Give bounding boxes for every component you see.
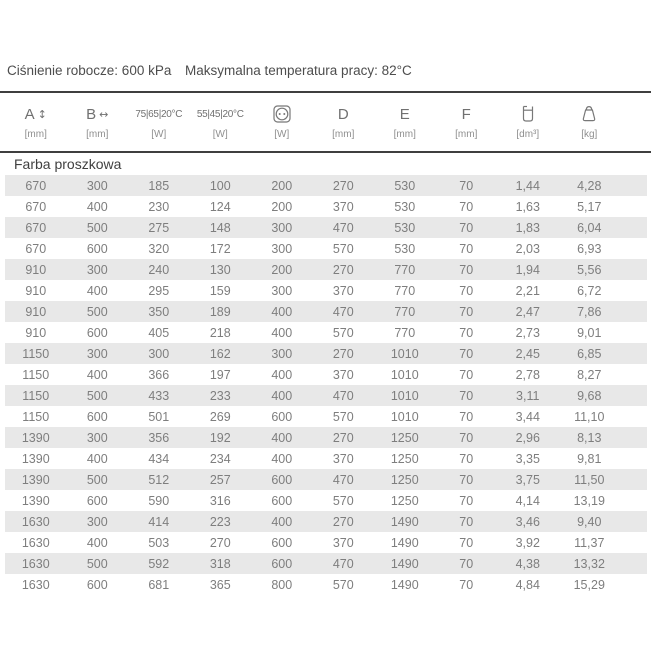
table-cell: 365	[209, 577, 231, 592]
table-cell: 11,50	[574, 472, 605, 487]
table-cell: 9,68	[577, 388, 602, 403]
column-label: 55|45|20°C	[196, 108, 244, 120]
table-cell: 200	[271, 178, 293, 193]
table-cell: 370	[332, 535, 354, 550]
table-cell: 910	[25, 262, 47, 277]
table-row	[5, 217, 647, 238]
table-cell: 356	[148, 430, 170, 445]
table-cell: 1630	[21, 514, 50, 529]
table-cell: 2,78	[515, 367, 540, 382]
table-cell: 400	[271, 304, 293, 319]
table-row	[5, 574, 647, 595]
table-cell: 3,35	[515, 451, 540, 466]
table-cell: 400	[271, 388, 293, 403]
table-cell: 270	[209, 535, 231, 550]
table-cell: 1150	[22, 388, 50, 403]
table-row	[5, 196, 647, 217]
table-cell: 1250	[390, 493, 419, 508]
table-cell: 70	[459, 514, 474, 529]
table-cell: 230	[148, 199, 170, 214]
table-cell: 370	[332, 283, 354, 298]
table-cell: 600	[271, 472, 293, 487]
table-cell: 13,32	[573, 556, 605, 571]
column-icon-wrap	[578, 100, 600, 128]
table-cell: 300	[86, 346, 108, 361]
table-cell: 1390	[21, 493, 50, 508]
table-cell: 4,84	[515, 577, 540, 592]
column-unit: [mm]	[86, 129, 109, 140]
table-cell: 3,11	[516, 388, 540, 403]
table-cell: 1010	[390, 409, 419, 424]
table-row	[5, 511, 647, 532]
table-cell: 257	[209, 472, 231, 487]
table-cell: 70	[459, 325, 474, 340]
table-cell: 414	[148, 514, 170, 529]
table-cell: 500	[86, 556, 108, 571]
info-bar	[0, 61, 654, 81]
table-cell: 1150	[22, 346, 50, 361]
table-cell: 1490	[390, 535, 419, 550]
table-cell: 405	[148, 325, 170, 340]
table-cell: 1390	[21, 472, 50, 487]
table-cell: 590	[148, 493, 170, 508]
table-cell: 3,75	[515, 472, 540, 487]
table-cell: 70	[459, 367, 474, 382]
table-cell: 910	[25, 304, 47, 319]
table-cell: 13,19	[573, 493, 605, 508]
table-cell: 4,28	[577, 178, 602, 193]
column-label-wrap	[25, 100, 47, 128]
table-cell: 600	[86, 409, 108, 424]
table-cell: 670	[25, 241, 47, 256]
table-cell: 200	[271, 199, 293, 214]
table-cell: 1390	[21, 430, 50, 445]
table-cell: 70	[459, 178, 474, 193]
table-cell: 570	[332, 409, 354, 424]
table-cell: 70	[459, 493, 474, 508]
table-cell: 400	[86, 451, 108, 466]
table-cell: 70	[459, 388, 474, 403]
table-row	[5, 427, 647, 448]
table-cell: 6,72	[577, 283, 602, 298]
table-cell: 4,38	[515, 556, 540, 571]
table-cell: 70	[459, 241, 474, 256]
table-cell: 70	[459, 430, 474, 445]
table-row	[5, 301, 647, 322]
table-cell: 189	[209, 304, 231, 319]
column-label: A	[24, 105, 35, 123]
table-cell: 300	[148, 346, 170, 361]
table-cell: 400	[271, 430, 293, 445]
table-cell: 8,13	[577, 430, 602, 445]
table-cell: 500	[86, 388, 108, 403]
table-cell: 366	[148, 367, 170, 382]
table-cell: 197	[209, 367, 231, 382]
table-cell: 300	[271, 220, 293, 235]
table-cell: 11,37	[574, 535, 605, 550]
column-header-electric-power	[251, 100, 313, 148]
table-cell: 370	[332, 199, 354, 214]
table-cell: 681	[148, 577, 170, 592]
column-label-wrap	[400, 100, 410, 128]
column-label-wrap	[86, 100, 108, 128]
table-cell: 130	[209, 262, 231, 277]
table-cell: 670	[25, 178, 47, 193]
table-cell: 600	[86, 241, 108, 256]
table-cell: 1,44	[515, 178, 540, 193]
table-cell: 2,96	[515, 430, 540, 445]
table-cell: 1010	[390, 367, 419, 382]
table-row	[5, 385, 647, 406]
table-row	[5, 175, 647, 196]
table-cell: 800	[271, 577, 293, 592]
table-cell: 1390	[21, 451, 50, 466]
table-cell: 1010	[390, 346, 419, 361]
table-cell: 159	[209, 283, 231, 298]
table-cell: 270	[332, 430, 354, 445]
column-unit: [W]	[151, 129, 167, 140]
table-cell: 433	[148, 388, 170, 403]
table-cell: 350	[148, 304, 170, 319]
table-cell: 470	[332, 472, 354, 487]
table-cell: 2,03	[515, 241, 540, 256]
table-cell: 300	[271, 241, 293, 256]
section-row	[0, 153, 654, 175]
table-cell: 2,73	[515, 325, 540, 340]
table-cell: 500	[86, 304, 108, 319]
column-icon-wrap	[271, 100, 293, 128]
table-cell: 400	[86, 535, 108, 550]
table-cell: 600	[86, 325, 108, 340]
table-cell: 3,92	[515, 535, 540, 550]
table-cell: 233	[209, 388, 231, 403]
table-cell: 910	[25, 283, 47, 298]
table-cell: 218	[209, 325, 231, 340]
table-cell: 512	[148, 472, 170, 487]
table-cell: 1250	[390, 430, 419, 445]
table-cell: 316	[209, 493, 231, 508]
column-unit: [mm]	[393, 129, 416, 140]
table-cell: 295	[148, 283, 170, 298]
table-cell: 370	[332, 451, 354, 466]
table-cell: 11,10	[574, 409, 605, 424]
water-volume-icon	[518, 103, 538, 125]
table-cell: 600	[271, 535, 293, 550]
table-cell: 223	[209, 514, 231, 529]
table-row	[5, 448, 647, 469]
table-cell: 6,04	[577, 220, 602, 235]
table-cell: 70	[459, 283, 474, 298]
table-cell: 70	[459, 472, 474, 487]
table-cell: 600	[86, 493, 108, 508]
table-cell: 300	[271, 283, 293, 298]
table-cell: 600	[271, 493, 293, 508]
column-header-dim-e	[374, 100, 436, 148]
table-cell: 70	[459, 220, 474, 235]
table-cell: 1010	[390, 388, 419, 403]
table-row	[5, 490, 647, 511]
table-cell: 3,46	[515, 514, 540, 529]
table-cell: 192	[209, 430, 231, 445]
table-row	[5, 406, 647, 427]
table-cell: 470	[332, 304, 354, 319]
table-cell: 1,63	[515, 199, 540, 214]
column-label: D	[337, 105, 349, 123]
divider-top	[0, 91, 651, 93]
column-header-height-a	[5, 100, 67, 148]
table-cell: 670	[25, 199, 47, 214]
table-row	[5, 343, 647, 364]
table-cell: 9,01	[577, 325, 602, 340]
table-cell: 1490	[390, 556, 419, 571]
table-cell: 100	[209, 178, 231, 193]
column-header-weight	[559, 100, 621, 148]
table-cell: 1630	[21, 535, 50, 550]
table-cell: 2,45	[515, 346, 540, 361]
table-cell: 70	[459, 304, 474, 319]
table-cell: 300	[86, 178, 108, 193]
table-cell: 770	[394, 262, 416, 277]
table-header	[5, 100, 647, 148]
table-cell: 1630	[21, 577, 50, 592]
table-cell: 148	[209, 220, 231, 235]
table-row	[5, 469, 647, 490]
table-cell: 70	[459, 577, 474, 592]
table-cell: 592	[148, 556, 170, 571]
table-cell: 770	[394, 283, 416, 298]
table-cell: 8,27	[577, 367, 602, 382]
table-cell: 300	[271, 346, 293, 361]
column-label: F	[461, 105, 471, 123]
table-cell: 600	[86, 577, 108, 592]
table-cell: 370	[332, 367, 354, 382]
column-label-wrap	[462, 100, 471, 128]
table-cell: 1150	[22, 367, 50, 382]
table-row	[5, 238, 647, 259]
table-cell: 234	[209, 451, 231, 466]
table-cell: 6,93	[577, 241, 602, 256]
table-cell: 185	[148, 178, 170, 193]
column-header-dim-d	[313, 100, 375, 148]
table-cell: 570	[332, 493, 354, 508]
table-cell: 320	[148, 241, 170, 256]
table-cell: 200	[271, 262, 293, 277]
column-header-width-b	[67, 100, 129, 148]
table-cell: 570	[332, 241, 354, 256]
table-cell: 570	[332, 577, 354, 592]
table-cell: 600	[271, 556, 293, 571]
table-cell: 270	[332, 514, 354, 529]
table-cell: 1630	[21, 556, 50, 571]
table-cell: 1250	[390, 472, 419, 487]
table-cell: 503	[148, 535, 170, 550]
table-cell: 530	[394, 241, 416, 256]
table-cell: 1150	[22, 409, 50, 424]
table-cell: 470	[332, 556, 354, 571]
left-right-arrow-icon: ↔	[99, 108, 109, 121]
table-cell: 9,40	[577, 514, 602, 529]
table-cell: 530	[394, 199, 416, 214]
table-cell: 70	[459, 346, 474, 361]
table-cell: 1,94	[515, 262, 540, 277]
table-cell: 300	[86, 430, 108, 445]
table-cell: 770	[394, 325, 416, 340]
table-cell: 270	[332, 262, 354, 277]
table-cell: 1490	[390, 577, 419, 592]
table-cell: 162	[209, 346, 231, 361]
column-header-power-55-45-20	[190, 100, 252, 148]
table-cell: 4,14	[515, 493, 540, 508]
table-cell: 670	[25, 220, 47, 235]
table-cell: 70	[459, 535, 474, 550]
table-cell: 240	[148, 262, 170, 277]
table-cell: 400	[271, 325, 293, 340]
power-socket-icon	[271, 103, 293, 125]
column-header-water-volume	[497, 100, 559, 148]
column-label: 75|65|20°C	[135, 108, 183, 120]
table-cell: 500	[86, 220, 108, 235]
table-cell: 500	[86, 472, 108, 487]
column-unit: [kg]	[581, 129, 598, 140]
column-header-dim-f	[436, 100, 498, 148]
column-unit: [W]	[212, 129, 228, 140]
table-row	[5, 364, 647, 385]
column-icon-wrap	[518, 100, 538, 128]
table-cell: 400	[271, 451, 293, 466]
table-cell: 6,85	[577, 346, 602, 361]
table-cell: 172	[209, 241, 231, 256]
table-cell: 300	[86, 262, 108, 277]
table-cell: 434	[148, 451, 170, 466]
table-cell: 501	[148, 409, 170, 424]
table-cell: 269	[209, 409, 231, 424]
table-body	[5, 175, 647, 595]
weight-icon	[578, 103, 600, 125]
table-row	[5, 322, 647, 343]
table-cell: 70	[459, 451, 474, 466]
table-cell: 530	[394, 220, 416, 235]
table-cell: 275	[148, 220, 170, 235]
column-label: E	[399, 105, 410, 123]
table-cell: 1250	[390, 451, 419, 466]
column-unit: [W]	[274, 129, 290, 140]
table-cell: 270	[332, 346, 354, 361]
table-cell: 3,44	[515, 409, 540, 424]
column-label-wrap	[135, 100, 182, 128]
table-cell: 2,21	[515, 283, 540, 298]
column-header-power-75-65-20	[128, 100, 190, 148]
table-cell: 318	[209, 556, 231, 571]
table-cell: 470	[332, 388, 354, 403]
table-cell: 9,81	[577, 451, 602, 466]
column-label-wrap	[197, 100, 244, 128]
column-label-wrap	[338, 100, 349, 128]
table-cell: 70	[459, 262, 474, 277]
table-cell: 70	[459, 556, 474, 571]
table-cell: 5,56	[577, 262, 602, 277]
table-cell: 400	[86, 367, 108, 382]
table-cell: 1490	[390, 514, 419, 529]
working-pressure-text: Ciśnienie robocze: 600 kPa	[7, 63, 172, 78]
up-down-arrow-icon: ↕	[37, 108, 47, 121]
column-unit: [mm]	[455, 129, 478, 140]
column-unit: [mm]	[332, 129, 355, 140]
table-cell: 270	[332, 178, 354, 193]
table-cell: 470	[332, 220, 354, 235]
table-cell: 400	[86, 283, 108, 298]
table-cell: 5,17	[577, 199, 602, 214]
table-cell: 70	[459, 199, 474, 214]
table-cell: 70	[459, 409, 474, 424]
table-row	[5, 280, 647, 301]
table-cell: 2,47	[515, 304, 540, 319]
table-cell: 15,29	[573, 577, 605, 592]
column-unit: [mm]	[24, 129, 47, 140]
section-label: Farba proszkowa	[14, 156, 122, 172]
table-cell: 400	[86, 199, 108, 214]
table-cell: 910	[25, 325, 47, 340]
table-cell: 400	[271, 367, 293, 382]
table-row	[5, 259, 647, 280]
table-row	[5, 553, 647, 574]
table-cell: 300	[86, 514, 108, 529]
table-row	[5, 532, 647, 553]
table-cell: 570	[332, 325, 354, 340]
table-cell: 124	[209, 199, 231, 214]
column-unit: [dm³]	[516, 129, 540, 140]
column-label: B	[86, 105, 97, 123]
table-cell: 1,83	[515, 220, 540, 235]
table-cell: 600	[271, 409, 293, 424]
table-cell: 770	[394, 304, 416, 319]
table-cell: 400	[271, 514, 293, 529]
table-cell: 530	[394, 178, 416, 193]
table-cell: 7,86	[577, 304, 602, 319]
max-temperature-text: Maksymalna temperatura pracy: 82°C	[185, 63, 412, 78]
